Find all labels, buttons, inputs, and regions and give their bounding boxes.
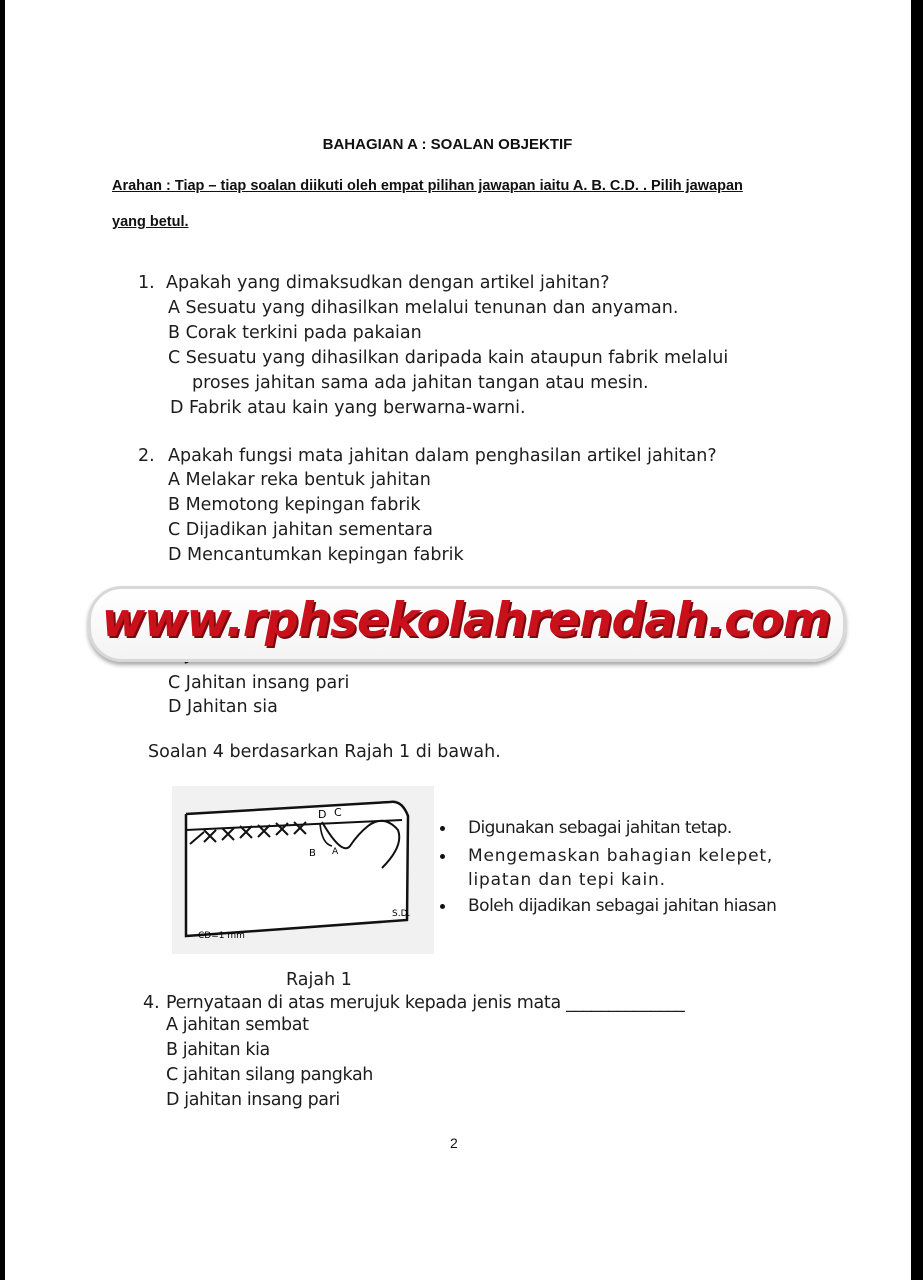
q4-option-b: B jahitan kia [166,1040,270,1060]
label-cd: CD=1 mm [198,931,245,941]
label-c: C [334,806,342,819]
q3-option-d: D Jahitan sia [168,697,278,717]
label-b: B [309,848,316,859]
q2-option-a: A Melakar reka bentuk jahitan [168,470,431,490]
q1-option-b: B Corak terkini pada pakaian [168,323,422,343]
bullet-dot-icon [440,826,445,831]
q2-question: Apakah fungsi mata jahitan dalam penghasilan artikel jahitan? [168,446,717,466]
q4-intro: Soalan 4 berdasarkan Rajah 1 di bawah. [148,742,501,762]
q1-number: 1. [138,273,155,293]
q4-option-d: D jahitan insang pari [166,1090,340,1110]
q1-option-a: A Sesuatu yang dihasilkan melalui tenunan dan anyaman. [168,298,679,318]
q2-number: 2. [138,446,155,466]
q2-option-b: B Memotong kepingan fabrik [168,495,421,515]
stitch-diagram-svg [172,786,434,954]
instruction-line-2: yang betul. [112,214,189,230]
q4-option-c: C jahitan silang pangkah [166,1065,373,1085]
q1-option-c: C Sesuatu yang dihasilkan daripada kain ataupun fabrik melalui [168,348,729,368]
label-sd: S.D. [392,909,411,919]
q1-question: Apakah yang dimaksudkan dengan artikel jahitan? [166,273,610,293]
q1-option-c-continued: proses jahitan sama ada jahitan tangan atau mesin. [192,373,649,393]
label-a: A [332,847,339,857]
instruction-line-1: Arahan : Tiap – tiap soalan diikuti oleh empat pilihan jawapan iaitu A. B. C.D. . Pilih jawapan [112,178,743,194]
scan-edge-right [911,0,923,1280]
q3-option-c: C Jahitan insang pari [168,673,350,693]
q4-number: 4. [143,993,160,1013]
figure-caption: Rajah 1 [286,970,352,990]
bullet-dot-icon [440,904,445,909]
scan-edge-left [0,0,5,1280]
q4-question: Pernyataan di atas merujuk kepada jenis mata ______________ [166,993,685,1013]
page-number: 2 [450,1135,458,1151]
label-d: D [318,808,327,821]
section-heading: BAHAGIAN A : SOALAN OBJEKTIF [322,136,573,153]
bullet-dot-icon [440,854,445,859]
watermark-text: www.rphsekolahrendah.com [101,593,831,648]
stitch-diagram [172,786,434,954]
q1-option-d: D Fabrik atau kain yang berwarna-warni. [170,398,526,418]
q2-option-c: C Dijadikan jahitan sementara [168,520,433,540]
q2-option-d: D Mencantumkan kepingan fabrik [168,545,464,565]
q4-option-a: A jahitan sembat [166,1015,309,1035]
